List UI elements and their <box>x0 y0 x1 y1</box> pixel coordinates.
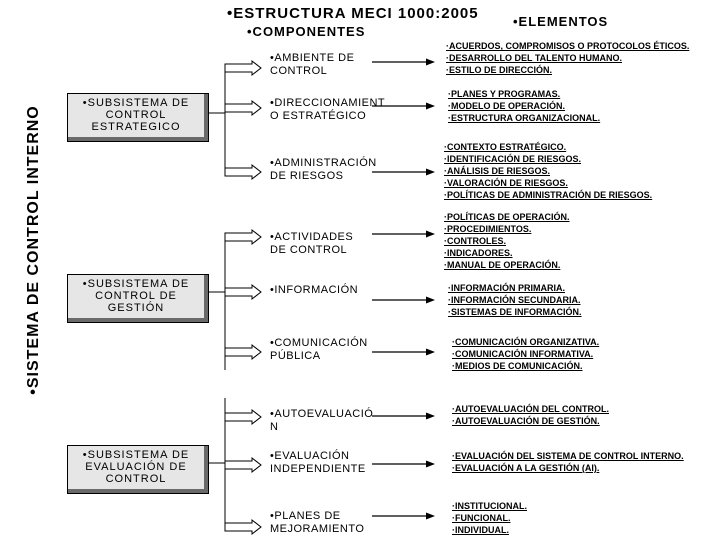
element-item: ·VALORACIÓN DE RIESGOS. <box>444 178 568 188</box>
elements-evaluacion-independiente <box>452 450 684 474</box>
elements-ambiente-control <box>446 40 689 76</box>
element-arrow-9-head <box>426 513 435 520</box>
component-evaluacion-independiente: •EVALUACIÓN INDEPENDIENTE <box>270 450 366 475</box>
element-item: ·ANÁLISIS DE RIESGOS. <box>444 166 551 176</box>
component-arrow-1 <box>225 61 261 75</box>
component-arrow-3 <box>225 165 261 179</box>
component-arrow-9 <box>225 520 261 534</box>
element-item: ·ACUERDOS, COMPROMISOS O PROTOCOLOS ÉTICOS. <box>446 41 690 51</box>
element-item: ·CONTEXTO ESTRATÉGICO. <box>444 142 567 152</box>
element-arrow-4-head <box>426 231 435 238</box>
elements-informacion <box>448 282 582 318</box>
element-item: ·IDENTIFICACIÓN DE RIESGOS. <box>444 154 582 164</box>
component-planes-mejoramiento: •PLANES DE MEJORAMIENTO <box>270 510 365 535</box>
component-arrow-5 <box>225 285 261 299</box>
element-item: ·MEDIOS DE COMUNICACIÓN. <box>452 361 583 371</box>
element-arrow-2-head <box>426 103 435 110</box>
elements-autoevaluacion <box>452 403 609 427</box>
elements-comunicacion-publica <box>452 336 599 372</box>
element-item: ·INFORMACIÓN SECUNDARIA. <box>448 295 581 305</box>
element-item: ·EVALUACIÓN A LA GESTIÓN (AI). <box>452 463 600 473</box>
component-arrow-7 <box>225 410 261 424</box>
element-item: ·EVALUACIÓN DEL SISTEMA DE CONTROL INTERNO. <box>452 451 684 461</box>
component-autoevaluacion: •AUTOEVALUACIÓ N <box>270 408 374 433</box>
elements-administracion-riesgos <box>444 141 652 201</box>
element-item: ·INFORMACIÓN PRIMARIA. <box>448 283 565 293</box>
component-arrow-2 <box>225 101 261 115</box>
element-item: ·ESTILO DE DIRECCIÓN. <box>446 65 553 75</box>
element-item: ·MODELO DE OPERACIÓN. <box>448 101 566 111</box>
element-item: ·PLANES Y PROGRAMAS. <box>448 89 561 99</box>
element-item: ·CONTROLES. <box>444 236 506 246</box>
element-item: ·FUNCIONAL. <box>452 513 511 523</box>
element-item: ·POLÍTICAS DE ADMINISTRACIÓN DE RIESGOS. <box>444 190 653 200</box>
connector-lines <box>208 68 225 527</box>
header-elementos: •ELEMENTOS <box>513 14 609 29</box>
vertical-title: •SISTEMA DE CONTROL INTERNO <box>25 105 42 395</box>
element-arrow-7-head <box>426 413 435 420</box>
component-informacion: •INFORMACIÓN <box>270 284 359 296</box>
diagram-title: •ESTRUCTURA MECI 1000:2005 <box>227 5 479 22</box>
element-arrow-8-head <box>426 461 435 468</box>
elements-direccionamiento <box>448 88 600 124</box>
element-item: ·MANUAL DE OPERACIÓN. <box>444 260 561 270</box>
component-direccionamiento-estrategico: •DIRECCIONAMIENT O ESTRATÉGICO <box>270 97 385 122</box>
header-componentes: •COMPONENTES <box>247 24 366 39</box>
elements-planes-mejoramiento <box>452 500 527 536</box>
subsystem-label: •SUBSISTEMA DE CONTROL ESTRATEGICO <box>68 94 208 141</box>
element-arrow-5-head <box>426 297 435 304</box>
element-item: ·DESARROLLO DEL TALENTO HUMANO. <box>446 53 622 63</box>
element-item: ·ESTRUCTURA ORGANIZACIONAL. <box>448 113 601 123</box>
element-item: ·SISTEMAS DE INFORMACIÓN. <box>448 307 582 317</box>
element-item: ·PROCEDIMIENTOS. <box>444 224 532 234</box>
element-item: ·AUTOEVALUACIÓN DEL CONTROL. <box>452 404 609 414</box>
component-actividades-control: •ACTIVIDADES DE CONTROL <box>270 231 354 256</box>
component-comunicacion-publica: •COMUNICACIÓN PÚBLICA <box>270 337 368 362</box>
subsystem-label: •SUBSISTEMA DE CONTROL DE GESTIÓN <box>68 275 208 322</box>
element-item: ·INDIVIDUAL. <box>452 525 509 535</box>
component-administracion-riesgos: •ADMINISTRACIÓN DE RIESGOS <box>270 157 377 182</box>
subsystem-label: •SUBSISTEMA DE EVALUACIÓN DE CONTROL <box>68 446 208 493</box>
component-arrows <box>225 61 261 534</box>
element-arrow-1-head <box>426 59 435 66</box>
element-item: ·POLÍTICAS DE OPERACIÓN. <box>444 212 570 222</box>
subsystem-control-gestion <box>68 275 208 322</box>
subsystem-control-estrategico <box>68 94 208 141</box>
element-item: ·AUTOEVALUACIÓN DE GESTIÓN. <box>452 416 600 426</box>
subsystem-evaluacion-control <box>68 446 208 493</box>
component-ambiente-control: •AMBIENTE DE CONTROL <box>270 52 355 77</box>
element-item: ·INSTITUCIONAL. <box>452 501 527 511</box>
element-item: ·COMUNICACIÓN ORGANIZATIVA. <box>452 337 600 347</box>
component-arrow-4 <box>225 230 261 244</box>
element-arrows <box>372 59 435 520</box>
elements-actividades-control <box>444 211 570 271</box>
element-arrow-3-head <box>426 169 435 176</box>
component-arrow-6 <box>225 345 261 359</box>
element-item: ·COMUNICACIÓN INFORMATIVA. <box>452 349 594 359</box>
component-arrow-8 <box>225 458 261 472</box>
element-arrow-6-head <box>426 349 435 356</box>
element-item: ·INDICADORES. <box>444 248 513 258</box>
